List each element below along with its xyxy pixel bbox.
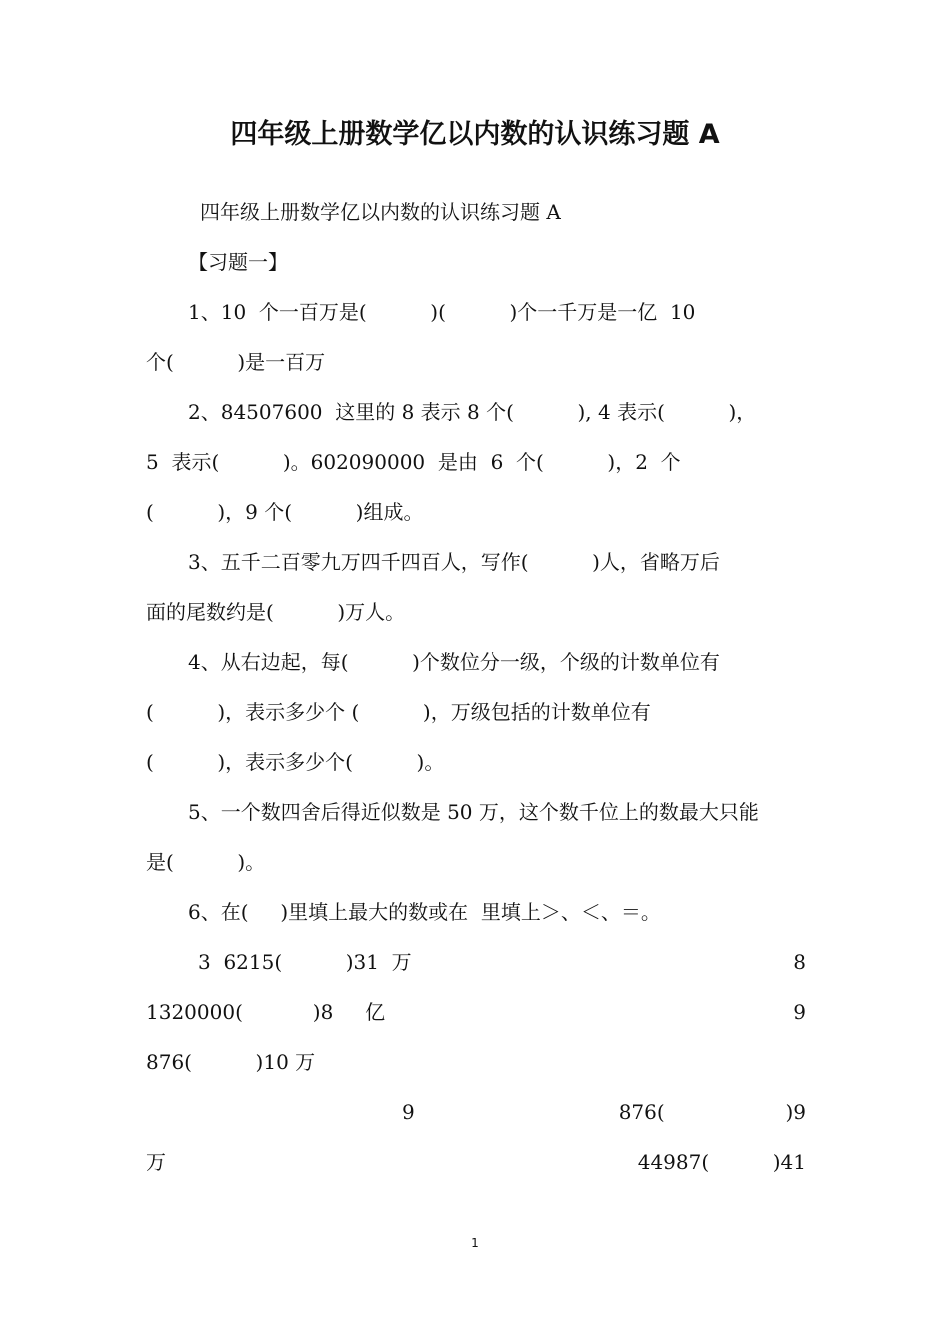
- question-line: ( )，表示多少个 ( )，万级包括的计数单位有: [146, 700, 651, 724]
- question-line: 个( )是一百万: [146, 350, 326, 374]
- compare-item: 9: [402, 1100, 415, 1124]
- compare-item: 万: [146, 1150, 166, 1174]
- question-line: 6、在( )里填上最大的数或在 里填上＞、＜、＝。: [188, 900, 661, 924]
- question-line: 面的尾数约是( )万人。: [146, 600, 406, 624]
- question-line: ( )，表示多少个( )。: [146, 750, 445, 774]
- document-subtitle: 四年级上册数学亿以内数的认识练习题 A: [200, 200, 561, 224]
- question-line: ( )，9 个( )组成。: [146, 500, 424, 524]
- question-line: 5、一个数四舍后得近似数是 50 万，这个数千位上的数最大只能: [188, 800, 759, 824]
- compare-item: 1320000( )8 亿: [146, 1000, 386, 1024]
- compare-item: 876( )10 万: [146, 1050, 316, 1074]
- page-number: 1: [471, 1236, 479, 1250]
- question-line: 2、84507600 这里的 8 表示 8 个( ), 4 表示( )，: [188, 400, 757, 424]
- question-line: 1、10 个一百万是( )( )个一千万是一亿 10: [188, 300, 696, 324]
- compare-item: 876( )9: [618, 1100, 806, 1124]
- question-line: 5 表示( )。602090000 是由 6 个( )，2 个: [146, 450, 681, 474]
- question-line: 3、五千二百零九万四千四百人，写作( )人，省略万后: [188, 550, 720, 574]
- section-heading: 【习题一】: [188, 250, 288, 274]
- question-line: 是( )。: [146, 850, 266, 874]
- compare-item: 3 6215( )31 万: [198, 950, 412, 974]
- document-title: 四年级上册数学亿以内数的认识练习题 A: [230, 119, 720, 150]
- compare-item: 8: [793, 950, 806, 974]
- compare-item: 44987( )41: [637, 1150, 806, 1174]
- question-line: 4、从右边起，每( )个数位分一级，个级的计数单位有: [188, 650, 720, 674]
- compare-item: 9: [793, 1000, 806, 1024]
